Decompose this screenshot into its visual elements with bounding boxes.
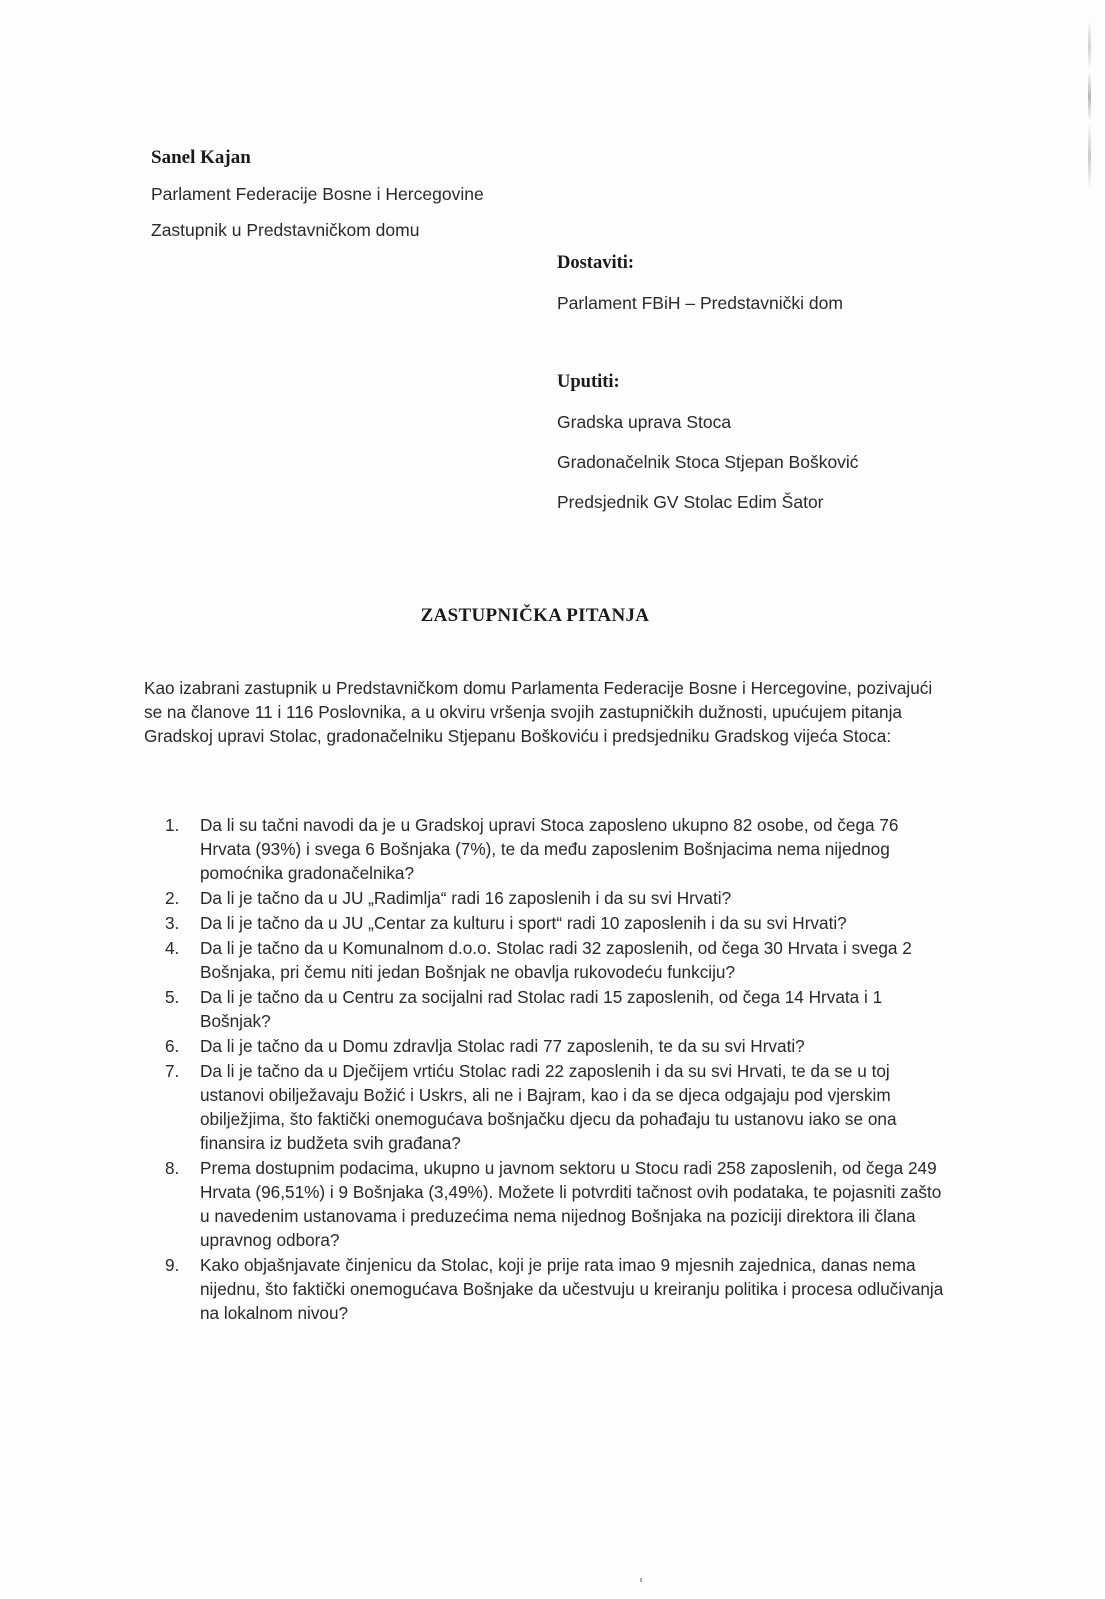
refer-recipient: Gradska uprava Stoca bbox=[557, 412, 732, 432]
question-text: Kako objašnjavate činjenicu da Stolac, koji je prije rata imao 9 mjesnih zajednica, danas nema nijednu, što faktički onemogućava Bošnjake da učestvuju u kreiranju politika i procesa odlučivanja na lokalnom nivou? bbox=[200, 1255, 944, 1323]
question-number: 3. bbox=[165, 913, 180, 933]
question-number: 8. bbox=[165, 1158, 180, 1178]
question-item bbox=[165, 1156, 945, 1252]
question-item bbox=[165, 1034, 945, 1058]
sender-parliament: Parlament Federacije Bosne i Hercegovine bbox=[151, 184, 484, 204]
question-number: 5. bbox=[165, 987, 180, 1007]
question-text: Da li je tačno da u Domu zdravlja Stolac radi 77 zaposlenih, te da su svi Hrvati? bbox=[200, 1036, 805, 1056]
question-item bbox=[165, 886, 945, 910]
deliver-recipient: Parlament FBiH – Predstavnički dom bbox=[557, 293, 843, 313]
question-item bbox=[165, 936, 945, 984]
question-number: 4. bbox=[165, 938, 180, 958]
sender-block bbox=[151, 140, 484, 248]
scan-speck bbox=[640, 1578, 642, 1582]
deliver-block bbox=[557, 243, 843, 323]
refer-recipient: Predsjednik GV Stolac Edim Šator bbox=[557, 492, 824, 512]
intro-paragraph: Kao izabrani zastupnik u Predstavničkom domu Parlamenta Federacije Bosne i Hercegovine, pozivajući se na članove 11 i 116 Poslovnika, a u okviru vršenja svojih zastupničkih dužnosti, upućujem pitanja Gradskoj upravi Stolac, gradonačelniku Stjepanu Boškoviću i predsjedniku Gradskog vijeća Stoca: bbox=[144, 678, 933, 746]
questions-list bbox=[165, 813, 945, 1326]
question-number: 2. bbox=[165, 888, 180, 908]
refer-label: Uputiti: bbox=[557, 372, 620, 392]
refer-recipient: Gradonačelnik Stoca Stjepan Bošković bbox=[557, 452, 859, 472]
question-item bbox=[165, 985, 945, 1033]
question-item bbox=[165, 1059, 945, 1155]
question-number: 7. bbox=[165, 1061, 180, 1081]
question-text: Da li je tačno da u JU „Radimlja“ radi 16 zaposlenih i da su svi Hrvati? bbox=[200, 888, 732, 908]
deliver-label: Dostaviti: bbox=[557, 253, 635, 273]
refer-block bbox=[557, 362, 859, 522]
question-text: Da li je tačno da u Dječijem vrtiću Stolac radi 22 zaposlenih i da su svi Hrvati, te da se u toj ustanovi obilježavaju Božić i Uskrs, ali ne i Bajram, kao i da se djeca odgajaju pod vjerskim obilježjima, što faktički onemogućava bošnjačku djecu da pohađaju tu ustanovu iako se ona finansira iz budžeta svih građana? bbox=[200, 1061, 897, 1153]
question-item bbox=[165, 1253, 945, 1325]
question-text: Da li je tačno da u Centru za socijalni rad Stolac radi 15 zaposlenih, od čega 14 Hrvata i 1 Bošnjak? bbox=[200, 987, 883, 1031]
sender-name: Sanel Kajan bbox=[151, 147, 251, 168]
sender-role: Zastupnik u Predstavničkom domu bbox=[151, 220, 420, 240]
question-text: Da li je tačno da u Komunalnom d.o.o. Stolac radi 32 zaposlenih, od čega 30 Hrvata i svega 2 Bošnjaka, pri čemu niti jedan Bošnjak ne obavlja rukovodeću funkciju? bbox=[200, 938, 912, 982]
document-title: ZASTUPNIČKA PITANJA bbox=[420, 605, 650, 626]
scan-artifact bbox=[1088, 20, 1091, 190]
question-text: Da li su tačni navodi da je u Gradskoj upravi Stoca zaposleno ukupno 82 osobe, od čega 76 Hrvata (93%) i svega 6 Bošnjaka (7%), te da među zaposlenim Bošnjacima nema nijednog pomoćnika gradonačelnika? bbox=[200, 815, 899, 883]
question-text: Prema dostupnim podacima, ukupno u javnom sektoru u Stocu radi 258 zaposlenih, od čega 249 Hrvata (96,51%) i 9 Bošnjaka (3,49%). Možete li potvrditi tačnost ovih podataka, te pojasniti zašto u navedenim ustanovama i preduzećima nema nijednog Bošnjaka na poziciji direktora ili člana upravnog odbora? bbox=[200, 1158, 942, 1250]
question-number: 9. bbox=[165, 1255, 180, 1275]
question-number: 6. bbox=[165, 1036, 180, 1056]
question-item bbox=[165, 911, 945, 935]
question-item bbox=[165, 813, 945, 885]
question-text: Da li je tačno da u JU „Centar za kulturu i sport“ radi 10 zaposlenih i da su svi Hrvati? bbox=[200, 913, 847, 933]
question-number: 1. bbox=[165, 815, 180, 835]
